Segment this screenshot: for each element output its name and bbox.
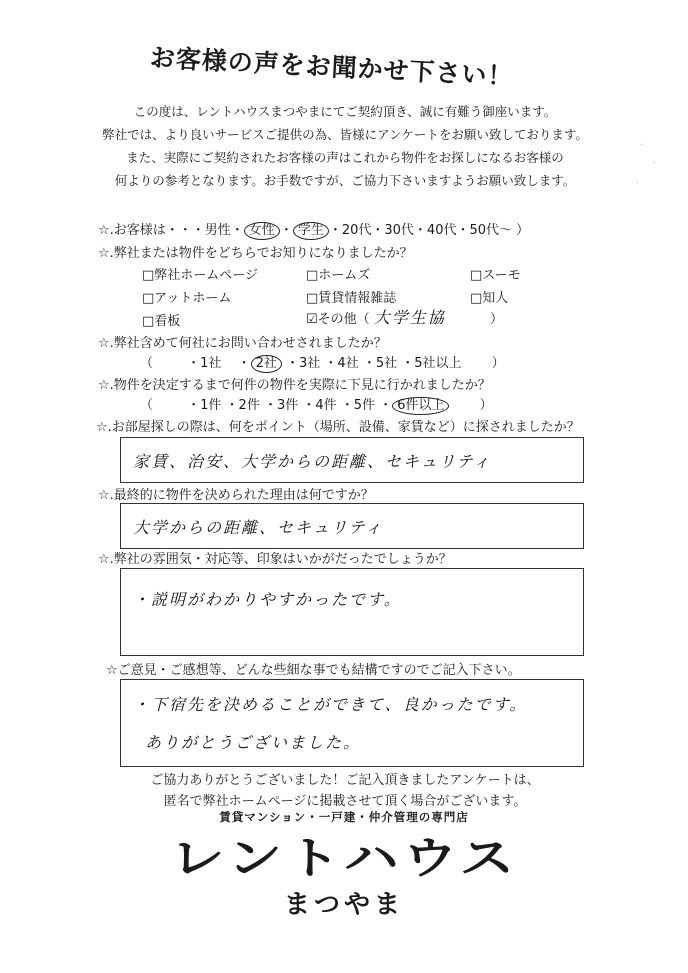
answer-box-decision-reason	[120, 503, 584, 549]
selected-female: 女性	[244, 222, 280, 240]
selected-6-or-more: 6件以上	[392, 397, 449, 415]
option-acquaintance: □知人	[470, 291, 509, 306]
other-handwritten-value: 大学生協	[373, 308, 446, 327]
question-decision-reason: ☆.最終的に物件を決められた理由は何ですか？	[98, 488, 374, 503]
answer-comments-line1: ・下宿先を決めることができて、良かったです。	[133, 695, 528, 714]
q4-close: ）	[479, 398, 493, 413]
q1-rest: ・20代・30代・40代・50代～ ）	[328, 223, 530, 238]
option-signboard: □看板	[142, 314, 181, 329]
question-impression: ☆.弊社の雰囲気・対応等、印象はいかがだったでしょうか？	[98, 552, 452, 567]
question-customer-type	[98, 219, 529, 240]
scan-speck: ·	[636, 178, 640, 189]
q4-opts: ・1件 ・2件 ・3件 ・4件 ・5件 ・	[187, 398, 393, 413]
q3-dot: ・	[237, 356, 251, 371]
intro-line: また、実際にご契約されたお客様の声はこれから物件をお探しになるお客様の	[126, 150, 564, 165]
page-title: お客様の声をお聞かせ下さい！	[149, 43, 515, 92]
option-suumo: □スーモ	[470, 268, 521, 283]
footer-line-2: 匿名で弊社ホームページに掲載させて頂く場合がございます。	[163, 794, 527, 809]
question-comments: ☆ご意見・ご感想等、どんな些細な事でも結構ですのでご記入下さい。	[106, 663, 521, 678]
q4-options	[140, 394, 493, 415]
intro-line: 何よりの参考となります。お手数ですが、ご協力下さいますようお願い致します。	[114, 173, 576, 188]
footer-line-1: ご協力ありがとうございました！ご記入頂きましたアンケートは、	[150, 773, 540, 788]
intro-line: 弊社では、より良いサービスご提供の為、皆様にアンケートをお願い致しております。	[102, 127, 588, 142]
q1-prefix: ☆.お客様は・・・男性・	[98, 223, 244, 238]
other-close: ）	[489, 312, 503, 327]
other-label: ☑その他（	[306, 312, 370, 327]
q4-open: （	[140, 398, 154, 413]
question-properties-viewed: ☆.物件を決定するまで何件の物件を実際に下見に行かれましたか？	[98, 378, 491, 393]
option-magazine: □賃貸情報雑誌	[306, 291, 397, 306]
q3-options	[140, 352, 505, 373]
scan-speck: ·	[640, 140, 644, 151]
intro-text	[60, 100, 630, 192]
option-company-homepage: □弊社ホームページ	[142, 268, 259, 283]
intro-line: この度は、レントハウスまつやまにてご契約頂き、誠に有難う御座います。	[133, 104, 557, 119]
scan-speck: ·	[652, 158, 656, 169]
question-companies-contacted: ☆.弊社含めて何社にお問い合わせされましたか？	[98, 336, 387, 351]
option-other	[306, 305, 503, 328]
q3-close: ）	[491, 356, 505, 371]
option-homes: □ホームズ	[306, 268, 371, 283]
question-search-points: ☆.お部屋探しの際は、何をポイント（場所、設備、家賃など）に探されましたか？	[96, 420, 580, 435]
q3-open: （	[140, 356, 154, 371]
company-logo-main: レントハウス	[169, 833, 519, 884]
option-athome: □アットホーム	[142, 291, 232, 306]
answer-search-points: 家賃、治安、大学からの距離、セキュリティ	[133, 452, 492, 471]
question-how-found: ☆.弊社または物件をどちらでお知りになりましたか？	[98, 246, 413, 261]
answer-impression: ・説明がわかりやすかったです。	[133, 590, 402, 609]
selected-student: 学生	[293, 222, 329, 240]
answer-comments-line2: ありがとうございました。	[145, 733, 362, 752]
q1-sep: ・	[279, 223, 293, 238]
q3-rest: ・3社 ・4社 ・5社 ・5社以上	[286, 356, 462, 371]
q3-option-1: ・1社	[187, 356, 222, 371]
company-tagline: 賃貸マンション・一戸建・仲介管理の専門店	[219, 810, 469, 824]
company-logo-sub: まつやま	[283, 890, 404, 920]
answer-decision-reason: 大学からの距離、セキュリティ	[133, 518, 384, 537]
answer-box-search-points	[120, 437, 584, 483]
answer-box-comments	[120, 679, 584, 767]
answer-box-impression	[120, 568, 584, 656]
selected-2-companies: 2社	[251, 355, 282, 373]
